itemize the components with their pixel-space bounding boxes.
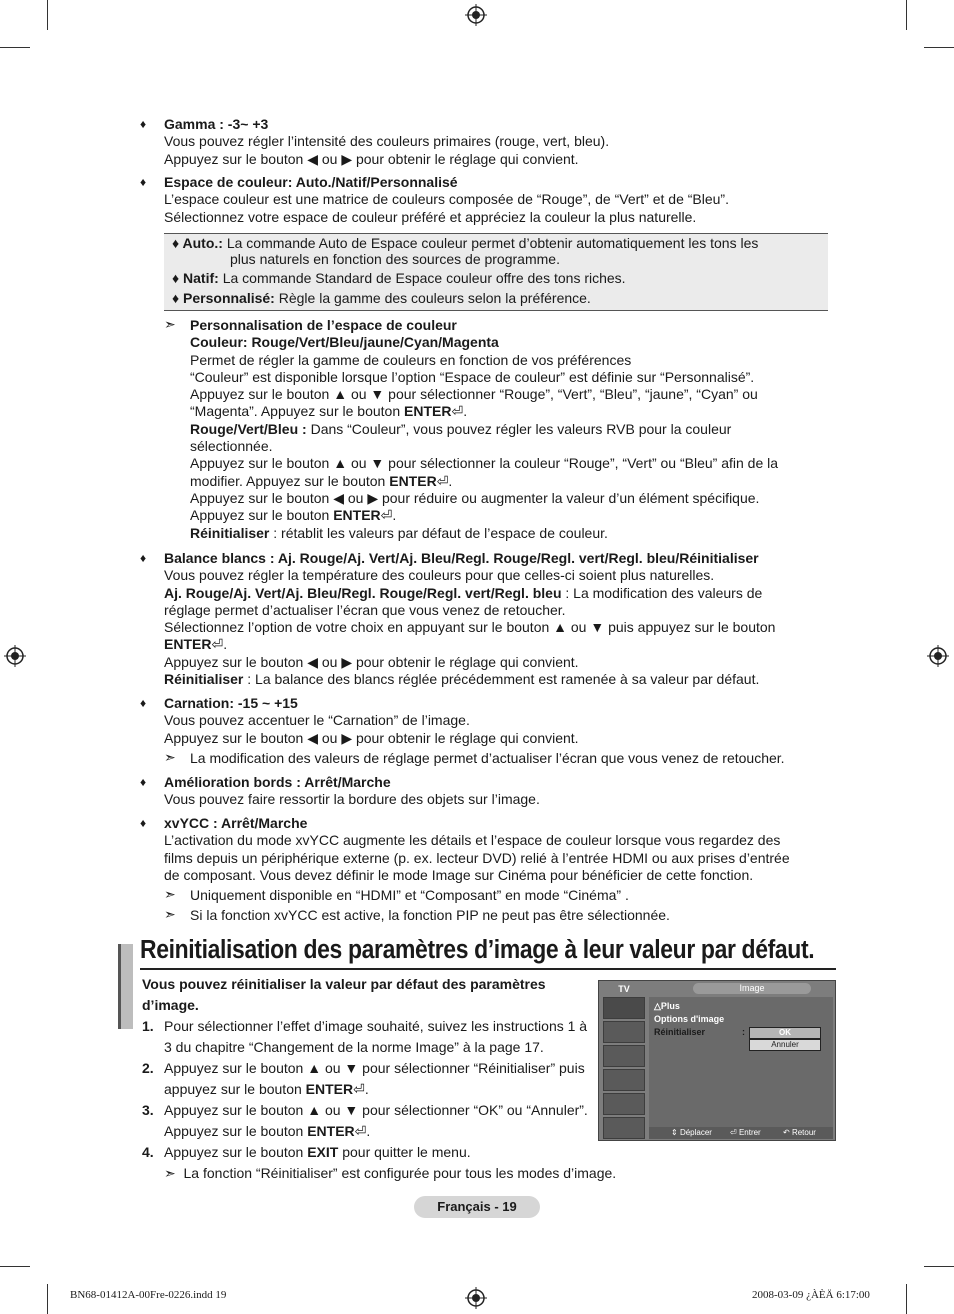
step-text: pour quitter le menu. <box>338 1144 471 1160</box>
perso-h1: Personnalisation de l’espace de couleur <box>190 317 457 333</box>
enter-icon: ⏎ <box>353 1080 365 1097</box>
back-label: Retour <box>791 1128 816 1137</box>
espace-line: L’espace couleur est une matrice de couleurs composée de “Rouge”, de “Vert” et de “Bleu”. <box>164 191 729 208</box>
bullet-icon: ♦ <box>140 696 147 710</box>
enter-label: ENTER <box>164 636 212 653</box>
xvycc-note-1: Uniquement disponible en “HDMI” et “Composant” en mode “Cinéma” . <box>190 887 629 904</box>
note-arrow-icon: ➣ <box>164 886 176 903</box>
menu-footer <box>649 1127 833 1139</box>
perso-l3: Appuyez sur le bouton ▲ ou ▼ pour sélectionner “Rouge”, “Vert”, “Bleu”, “jaune”, “Cyan” ou <box>190 386 758 403</box>
bords-heading: Amélioration bords : Arrêt/Marche <box>164 774 391 790</box>
perso-l9: Appuyez sur le bouton <box>190 507 334 524</box>
espace-heading: Espace de couleur: Auto./Natif/Personnalisé <box>164 174 458 190</box>
step-number: 2. <box>142 1060 154 1076</box>
rvb-text-2: sélectionnée. <box>190 438 273 455</box>
carnation-l2: Appuyez sur le bouton ◀ ou ▶ pour obtenir le réglage qui convient. <box>164 729 579 746</box>
balance-l3: réglage permet d’actualiser l’écran que vous venez de retoucher. <box>164 601 566 618</box>
channel-menu-icon <box>603 1045 645 1067</box>
title-rule <box>140 968 836 970</box>
bullet-icon: ♦ <box>140 775 147 789</box>
step-text: Appuyez sur le bouton ▲ ou ▼ pour sélectionner “Réinitialiser” puis appuyez sur le bouton <box>164 1060 585 1097</box>
step-number: 3. <box>142 1102 154 1118</box>
crop-mark <box>924 1266 954 1267</box>
rvb-label: Rouge/Vert/Bleu : <box>190 420 307 437</box>
carnation-note: La modification des valeurs de réglage permet d’actualiser l’écran que vous venez de retoucher. <box>190 749 785 766</box>
perso-label: ♦ Personnalisé: <box>172 289 275 306</box>
balance-l6: Appuyez sur le bouton ◀ ou ▶ pour obtenir le réglage qui convient. <box>164 653 579 670</box>
bullet-icon: ♦ <box>140 551 147 565</box>
crop-mark <box>0 1266 30 1267</box>
application-menu-icon <box>603 1117 645 1139</box>
registration-mark-icon <box>4 645 26 667</box>
enter-label: ENTER <box>305 1080 354 1097</box>
enter-hint-label: Entrer <box>738 1128 761 1137</box>
note-arrow-icon: ➣ <box>164 748 176 765</box>
balance-heading: Balance blancs : Aj. Rouge/Aj. Vert/Aj. Bleu/Regl. Rouge/Regl. vert/Regl. bleu/Réinitialiser <box>164 550 759 566</box>
perso-l1: Permet de régler la gamme de couleurs en fonction de vos préférences <box>190 351 632 368</box>
menu-item-plus <box>654 1001 680 1012</box>
enter-icon: ⏎ <box>436 472 449 489</box>
xvycc-section <box>142 815 832 925</box>
menu-tab-image: Image <box>693 983 811 994</box>
espace-options-box <box>164 233 828 311</box>
crop-mark <box>47 1284 48 1314</box>
step-2: 2. Appuyez sur le bouton ▲ ou ▼ pour sélectionner “Réinitialiser” puis appuyez sur le bouton ENTER⏎. <box>142 1060 585 1097</box>
bullet-icon: ♦ <box>140 816 147 830</box>
setup-menu-icon <box>603 1069 645 1091</box>
bords-section <box>142 774 832 809</box>
bullet-icon: ♦ <box>140 117 147 131</box>
reset-steps <box>142 974 592 1163</box>
registration-mark-icon <box>465 4 487 26</box>
enter-icon: ⏎ <box>354 1122 367 1139</box>
balance-l2: : La modification des valeurs de <box>561 584 763 601</box>
gamma-section <box>142 116 832 168</box>
note-arrow-icon: ➣ <box>164 1165 176 1181</box>
step-3: 3. Appuyez sur le bouton ▲ ou ▼ pour sélectionner “OK” ou “Annuler”. Appuyez sur le bouton ENTER⏎. <box>142 1102 588 1139</box>
page-number-badge: Français - 19 <box>414 1196 540 1218</box>
step-4 <box>142 1142 592 1163</box>
auto-text: La commande Auto de Espace couleur permet d’obtenir automatiquement les tons les <box>226 235 759 251</box>
enter-icon: ⏎ <box>451 403 464 420</box>
auto-text-2: plus naturels en fonction des sources de programme. <box>230 250 560 267</box>
crop-mark <box>0 47 30 48</box>
balance-section: ♦ Balance blancs : Aj. Rouge/Aj. Vert/Aj. Bleu/Regl. Rouge/Regl. vert/Regl. bleu/Réinitialiser Vous pouvez régler la température des couleurs pour que celles-ci soient plus naturelles. Aj. Rouge/Aj. Vert/Aj. Bleu/Regl. Rouge/Regl. vert/Regl. bleu : La modification des valeurs de réglage permet d’actualiser l’écran que vous venez de retoucher. Sélectionnez l’option de votre choix en appuyant sur le bouton ▲ ou ▼ puis appuyez sur le bouton ENTER⏎. Appuyez sur le bouton ◀ ou ▶ pour obtenir le réglage qui convient. Réinitialiser : La balance des blancs réglée précédemment est ramenée à sa valeur par défaut. <box>142 550 832 688</box>
carnation-l1: Vous pouvez accentuer le “Carnation” de l’image. <box>164 712 470 729</box>
menu-item-reinit: Réinitialiser <box>654 1027 706 1037</box>
option-ok: OK <box>749 1027 821 1039</box>
xvycc-note-2: Si la fonction xvYCC est active, la fonction PIP ne peut pas être sélectionnée. <box>190 907 670 924</box>
perso-note: ➣ Personnalisation de l’espace de couleur Couleur: Rouge/Vert/Bleu/jaune/Cyan/Magenta Permet de régler la gamme de couleurs en fonction de vos préférences “Couleur” est disponible lorsque l’option “Espace de couleur” est définie sur “Personnalisé”. Appuyez sur le bouton ▲ ou ▼ pour sélectionner “Rouge”, “Vert”, “Bleu”, “jaune”, “Cyan” ou “Magenta”. Appuyez sur le bouton ENTER⏎. Rouge/Vert/Bleu : Dans “Couleur”, vous pouvez régler les valeurs RVB pour la couleur sélectionnée. Appuyez sur le bouton ▲ ou ▼ pour sélectionner la couleur “Rouge”, “Vert” ou “Bleu” afin de la modifier. Appuyez sur le bouton ENTER⏎. Appuyez sur le bouton ◀ ou ▶ pour réduire ou augmenter la valeur d’un élément spécifique. Appuyez sur le bouton ENTER⏎. Réinitialiser : rétablit les valeurs par défaut de l’espace de couleur. <box>164 317 824 542</box>
menu-colon: : <box>742 1027 745 1037</box>
step-text: Appuyez sur le bouton <box>164 1144 308 1160</box>
step-number: 1. <box>142 1018 154 1034</box>
enter-hint: ⏎ Entrer <box>730 1128 761 1137</box>
perso-text: Règle la gamme des couleurs selon la préférence. <box>278 289 591 306</box>
balance-l1: Vous pouvez régler la température des couleurs pour que celles-ci soient plus naturelles. <box>164 567 715 584</box>
perso-h2: Couleur: Rouge/Vert/Bleu/jaune/Cyan/Magenta <box>190 334 499 351</box>
section-marker <box>118 944 133 1029</box>
menu-panel <box>649 997 833 1127</box>
note-arrow-icon: ➣ <box>164 316 176 332</box>
note-arrow-icon: ➣ <box>164 906 176 923</box>
xvycc-l1: L’activation du mode xvYCC augmente les détails et l’espace de couleur lorsque vous regardez des <box>164 832 781 849</box>
balance-l2-bold: Aj. Rouge/Aj. Vert/Aj. Bleu/Regl. Rouge/Regl. vert/Regl. bleu <box>164 584 562 601</box>
balance-l7-bold: Réinitialiser <box>164 671 244 688</box>
carnation-section <box>142 695 832 767</box>
exit-label: EXIT <box>307 1144 339 1160</box>
tv-menu-screenshot <box>598 980 836 1141</box>
file-name: BN68-01412A-00Fre-0226.indd 19 <box>70 1289 227 1301</box>
menu-item-options: Options d'image <box>654 1014 725 1024</box>
carnation-heading: Carnation: -15 ~ +15 <box>164 695 298 711</box>
gamma-line: Appuyez sur le bouton ◀ ou ▶ pour obtenir le réglage qui convient. <box>164 150 579 167</box>
reset-intro: Vous pouvez réinitialiser la valeur par défaut des paramètres d’image. <box>142 976 546 1013</box>
gamma-heading: Gamma : -3~ +3 <box>164 116 269 132</box>
crop-mark <box>924 47 954 48</box>
xvycc-heading: xvYCC : Arrêt/Marche <box>164 815 308 831</box>
move-label: Déplacer <box>679 1128 712 1137</box>
reinit-text: : rétablit les valeurs par défaut de l’espace de couleur. <box>269 524 608 541</box>
enter-icon: ⏎ <box>211 636 224 653</box>
menu-sidebar <box>601 997 647 1137</box>
sound-menu-icon <box>603 1021 645 1043</box>
back-hint: ↶ Retour <box>783 1128 816 1137</box>
section-title: Reinitialisation des paramètres d’image à leur valeur par défaut. <box>140 936 815 964</box>
perso-l6: Appuyez sur le bouton ▲ ou ▼ pour sélectionner la couleur “Rouge”, “Vert” ou “Bleu” afin de la <box>190 455 779 472</box>
natif-label: ♦ Natif: <box>172 270 219 286</box>
natif-text: La commande Standard de Espace couleur offre des tons riches. <box>222 270 626 286</box>
enter-label: ENTER <box>333 507 381 524</box>
bullet-icon: ♦ <box>140 175 147 189</box>
enter-label: ENTER <box>404 403 452 420</box>
registration-mark-icon <box>465 1287 487 1309</box>
step-text: Appuyez sur le bouton ▲ ou ▼ pour sélectionner “OK” ou “Annuler”. Appuyez sur le bouton <box>164 1102 588 1139</box>
espace-line: Sélectionnez votre espace de couleur préféré et appréciez la couleur la plus naturelle. <box>164 208 697 225</box>
enter-icon: ⏎ <box>380 507 393 524</box>
xvycc-l3: de composant. Vous devez définir le mode Image sur Cinéma pour bénéficier de cette fonction. <box>164 866 754 883</box>
balance-l4: Sélectionnez l’option de votre choix en appuyant sur le bouton ▲ ou ▼ puis appuyez sur le bouton <box>164 619 776 636</box>
crop-mark <box>906 1284 907 1314</box>
plus-label: Plus <box>660 1001 680 1011</box>
perso-l2: “Couleur” est disponible lorsque l’option “Espace de couleur” est définie sur “Personnalisé”. <box>190 368 755 385</box>
option-annuler: Annuler <box>749 1039 821 1051</box>
enter-label: ENTER <box>307 1122 355 1139</box>
perso-l8: Appuyez sur le bouton ◀ ou ▶ pour réduire ou augmenter la valeur d’un élément spécifique. <box>190 489 760 506</box>
picture-menu-icon <box>603 997 645 1019</box>
step-number: 4. <box>142 1144 154 1160</box>
step-text: Pour sélectionner l’effet d’image souhaité, suivez les instructions 1 à 3 du chapitre “Changement de la norme Image” à la page 17. <box>164 1018 588 1055</box>
gamma-line: Vous pouvez régler l’intensité des couleurs primaires (rouge, vert, bleu). <box>164 133 610 150</box>
input-menu-icon <box>603 1093 645 1115</box>
xvycc-l2: films depuis un périphérique externe (p. ex. lecteur DVD) relié à l’entrée HDMI ou aux prises d’entrée <box>164 849 790 866</box>
tv-label: TV <box>618 984 630 994</box>
crop-mark <box>47 0 48 30</box>
enter-label: ENTER <box>389 472 437 489</box>
reset-note <box>164 1165 616 1182</box>
auto-label: ♦ Auto.: <box>172 235 223 251</box>
step-1 <box>142 1016 592 1057</box>
crop-mark <box>906 0 907 30</box>
bords-l1: Vous pouvez faire ressortir la bordure des objets sur l’image. <box>164 791 540 808</box>
perso-l4: “Magenta”. Appuyez sur le bouton <box>190 403 405 420</box>
print-date: 2008-03-09 ¿ÀÈÄ 6:17:00 <box>752 1289 870 1301</box>
move-hint: ⇕ Déplacer <box>671 1128 712 1137</box>
espace-section <box>142 174 832 226</box>
up-arrow-icon: △ <box>654 1001 661 1011</box>
balance-l7: : La balance des blancs réglée précédemment est ramenée à sa valeur par défaut. <box>243 671 760 688</box>
reinit-label: Réinitialiser <box>190 524 270 541</box>
reset-note-text: La fonction “Réinitialiser” est configurée pour tous les modes d’image. <box>183 1165 617 1181</box>
perso-l7: modifier. Appuyez sur le bouton <box>190 472 390 489</box>
rvb-text: Dans “Couleur”, vous pouvez régler les valeurs RVB pour la couleur <box>306 420 732 437</box>
registration-mark-icon <box>927 645 949 667</box>
